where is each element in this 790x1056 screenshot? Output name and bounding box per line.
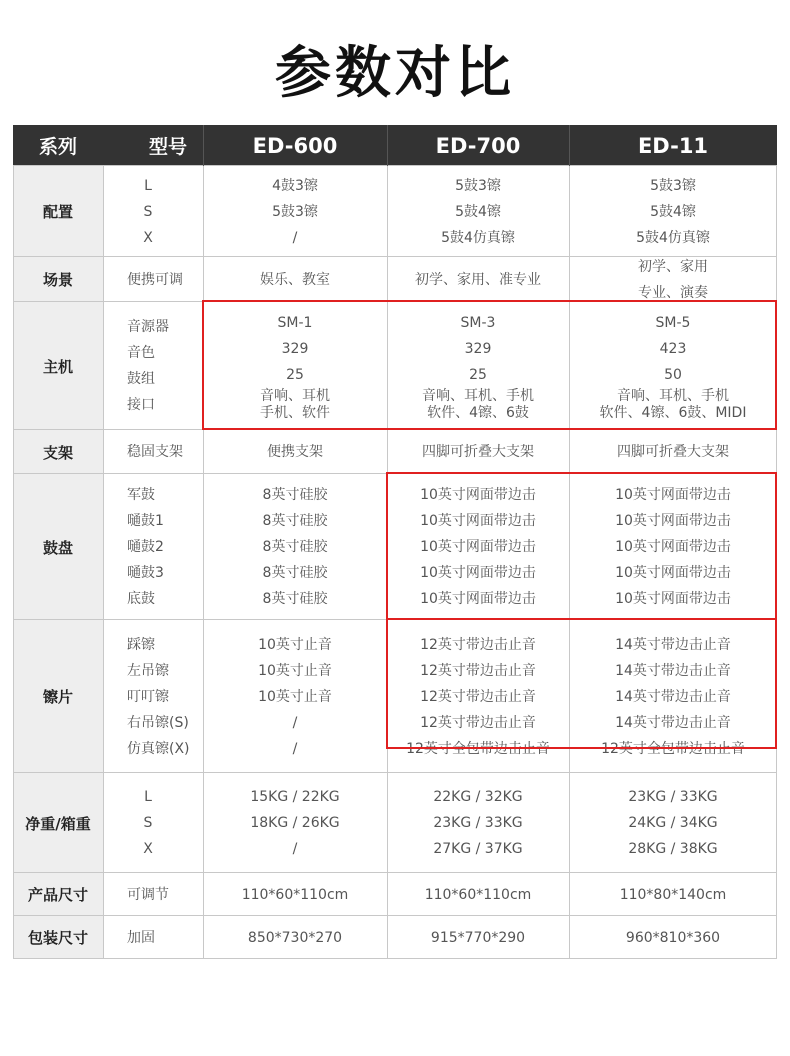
value-cell-ed700-col bbox=[387, 430, 569, 474]
cell-text: 5鼓4镲 bbox=[455, 203, 501, 220]
cell-text: 接口 bbox=[127, 397, 155, 413]
value-cell-ed700-col bbox=[387, 773, 569, 873]
cell-text: 23KG / 33KG bbox=[628, 789, 718, 805]
cell-text: / bbox=[292, 229, 298, 246]
row-divider bbox=[13, 915, 777, 916]
category-cell: 鼓盘 bbox=[13, 474, 103, 620]
cell-text: 12英寸带边击止音 bbox=[420, 714, 536, 731]
value-cell-ed700-col bbox=[387, 620, 569, 773]
cell-text: 10英寸网面带边击 bbox=[420, 487, 536, 503]
value-cell-ed11-col bbox=[569, 916, 777, 959]
cell-text: 鼓组 bbox=[127, 371, 155, 387]
cell-text: 24KG / 34KG bbox=[628, 815, 718, 831]
cell-text: 加固 bbox=[127, 929, 155, 946]
category-cell: 净重/箱重 bbox=[13, 773, 103, 873]
cell-text: 音色 bbox=[127, 345, 155, 361]
row-divider bbox=[13, 872, 777, 873]
cell-text: 329 bbox=[281, 341, 309, 357]
column-divider bbox=[203, 166, 204, 959]
category-cell: 包装尺寸 bbox=[13, 916, 103, 959]
value-cell-ed600-col bbox=[203, 620, 387, 773]
cell-text: 音响、耳机 bbox=[260, 388, 330, 404]
row-divider bbox=[13, 772, 777, 773]
cell-text: 4鼓3镲 bbox=[272, 177, 318, 194]
cell-text: 329 bbox=[464, 341, 492, 357]
cell-text: 12英寸全包带边击止音 bbox=[601, 740, 745, 757]
cell-text: 便携可调 bbox=[127, 271, 183, 288]
cell-text: 10英寸网面带边击 bbox=[615, 513, 731, 529]
cell-text: 12英寸带边击止音 bbox=[420, 688, 536, 705]
cell-text: 14英寸带边击止音 bbox=[615, 662, 731, 679]
header-divider bbox=[203, 125, 204, 166]
category-cell: 场景 bbox=[13, 257, 103, 302]
cell-text: X bbox=[143, 229, 153, 246]
cell-text: 25 bbox=[469, 367, 487, 383]
cell-text: 14英寸带边击止音 bbox=[615, 714, 731, 731]
value-cell-ed700-col bbox=[387, 166, 569, 257]
cell-text: S bbox=[143, 203, 153, 220]
cell-text: 嗵鼓3 bbox=[127, 565, 164, 581]
cell-text: 23KG / 33KG bbox=[433, 815, 523, 831]
value-cell-ed700-col bbox=[387, 873, 569, 916]
cell-text: 12英寸全包带边击止音 bbox=[406, 740, 550, 757]
header-ed600-col: ED-600 bbox=[203, 125, 387, 166]
value-cell-ed600-col bbox=[203, 474, 387, 620]
value-cell-ed11-col bbox=[569, 302, 777, 430]
column-divider bbox=[569, 166, 570, 959]
cell-text: 5鼓3镲 bbox=[272, 203, 318, 220]
cell-text: 850*730*270 bbox=[247, 929, 343, 946]
cell-text: 踩镲 bbox=[127, 636, 155, 653]
spec-label-cell bbox=[103, 916, 203, 959]
cell-text: 10英寸网面带边击 bbox=[420, 539, 536, 555]
cell-text: 左吊镲 bbox=[127, 662, 169, 679]
cell-text: 软件、4镲、6鼓、MIDI bbox=[599, 405, 747, 421]
spec-label-cell bbox=[103, 620, 203, 773]
cell-text: 5鼓4仿真镲 bbox=[441, 229, 515, 246]
cell-text: SM-3 bbox=[460, 315, 496, 331]
cell-text: 四脚可折叠大支架 bbox=[617, 444, 729, 460]
cell-text: 初学、家用 bbox=[638, 258, 708, 275]
value-cell-ed700-col bbox=[387, 302, 569, 430]
cell-text: 手机、软件 bbox=[260, 405, 330, 421]
row-divider bbox=[13, 958, 777, 959]
value-cell-ed600-col bbox=[203, 166, 387, 257]
cell-text: 110*60*110cm bbox=[424, 886, 532, 903]
column-divider bbox=[13, 166, 14, 959]
value-cell-ed600-col bbox=[203, 302, 387, 430]
value-cell-ed11-col bbox=[569, 430, 777, 474]
cell-text: 10英寸网面带边击 bbox=[615, 565, 731, 581]
cell-text: 14英寸带边击止音 bbox=[615, 636, 731, 653]
cell-text: 10英寸网面带边击 bbox=[615, 487, 731, 503]
value-cell-ed600-col bbox=[203, 257, 387, 302]
cell-text: 仿真镲(X) bbox=[127, 740, 190, 757]
cell-text: L bbox=[144, 177, 152, 194]
cell-text: 底鼓 bbox=[127, 591, 155, 607]
spec-label-cell bbox=[103, 474, 203, 620]
cell-text: 18KG / 26KG bbox=[250, 815, 340, 831]
header-ed11-col: ED-11 bbox=[569, 125, 777, 166]
spec-label-cell bbox=[103, 166, 203, 257]
cell-text: L bbox=[144, 789, 152, 805]
cell-text: SM-1 bbox=[277, 315, 313, 331]
cell-text: 稳固支架 bbox=[127, 444, 183, 460]
cell-text: 10英寸网面带边击 bbox=[420, 565, 536, 581]
spec-label-cell bbox=[103, 430, 203, 474]
cell-text: 25 bbox=[286, 367, 304, 383]
cell-text: 软件、4镲、6鼓 bbox=[427, 405, 529, 421]
cell-text: 嗵鼓2 bbox=[127, 539, 164, 555]
cell-text: 便携支架 bbox=[267, 444, 323, 460]
cell-text: 50 bbox=[664, 367, 682, 383]
cell-text: 5鼓3镲 bbox=[650, 177, 696, 194]
cell-text: 音响、耳机、手机 bbox=[617, 388, 729, 404]
cell-text: 娱乐、教室 bbox=[260, 271, 330, 288]
cell-text: 初学、家用、准专业 bbox=[415, 271, 541, 288]
column-divider bbox=[776, 166, 777, 959]
cell-text: 8英寸硅胶 bbox=[262, 539, 328, 555]
cell-text: SM-5 bbox=[655, 315, 691, 331]
cell-text: 10英寸止音 bbox=[258, 688, 332, 705]
header-ed700-col: ED-700 bbox=[387, 125, 569, 166]
cell-text: 5鼓3镲 bbox=[455, 177, 501, 194]
comparison-table bbox=[13, 125, 777, 959]
cell-text: 音响、耳机、手机 bbox=[422, 388, 534, 404]
category-cell: 支架 bbox=[13, 430, 103, 474]
cell-text: 右吊镲(S) bbox=[127, 714, 189, 731]
cell-text: S bbox=[143, 815, 153, 831]
cell-text: 5鼓4仿真镲 bbox=[636, 229, 710, 246]
value-cell-ed600-col bbox=[203, 916, 387, 959]
cell-text: 军鼓 bbox=[127, 487, 155, 503]
cell-text: 10英寸网面带边击 bbox=[615, 539, 731, 555]
value-cell-ed11-col bbox=[569, 474, 777, 620]
cell-text: 915*770*290 bbox=[430, 929, 526, 946]
value-cell-ed700-col bbox=[387, 474, 569, 620]
cell-text: 8英寸硅胶 bbox=[262, 565, 328, 581]
cell-text: 12英寸带边击止音 bbox=[420, 636, 536, 653]
column-divider bbox=[387, 166, 388, 959]
cell-text: 27KG / 37KG bbox=[433, 841, 523, 857]
cell-text: 110*80*140cm bbox=[619, 886, 727, 903]
cell-text: / bbox=[292, 841, 298, 857]
category-cell: 主机 bbox=[13, 302, 103, 430]
value-cell-ed11-col bbox=[569, 773, 777, 873]
cell-text: 15KG / 22KG bbox=[250, 789, 340, 805]
cell-text: 10英寸网面带边击 bbox=[615, 591, 731, 607]
cell-text: 嗵鼓1 bbox=[127, 513, 164, 529]
value-cell-ed700-col bbox=[387, 916, 569, 959]
cell-text: 14英寸带边击止音 bbox=[615, 688, 731, 705]
value-cell-ed600-col bbox=[203, 873, 387, 916]
category-cell: 产品尺寸 bbox=[13, 873, 103, 916]
cell-text: 110*60*110cm bbox=[241, 886, 349, 903]
category-cell: 镲片 bbox=[13, 620, 103, 773]
page-title: 参数对比 bbox=[275, 41, 515, 106]
cell-text: 10英寸止音 bbox=[258, 662, 332, 679]
spec-label-cell bbox=[103, 773, 203, 873]
column-divider bbox=[103, 166, 104, 959]
cell-text: 22KG / 32KG bbox=[433, 789, 523, 805]
value-cell-ed600-col bbox=[203, 773, 387, 873]
cell-text: 专业、演奏 bbox=[638, 284, 708, 301]
value-cell-ed11-col bbox=[569, 873, 777, 916]
cell-text: 8英寸硅胶 bbox=[262, 591, 328, 607]
spec-label-cell bbox=[103, 873, 203, 916]
row-divider bbox=[13, 473, 777, 474]
spec-label-cell bbox=[103, 302, 203, 430]
cell-text: 8英寸硅胶 bbox=[262, 487, 328, 503]
value-cell-ed11-col bbox=[569, 257, 777, 302]
value-cell-ed600-col bbox=[203, 430, 387, 474]
cell-text: 8英寸硅胶 bbox=[262, 513, 328, 529]
category-cell: 配置 bbox=[13, 166, 103, 257]
row-divider bbox=[13, 619, 777, 620]
row-divider bbox=[13, 165, 777, 166]
header-divider bbox=[569, 125, 570, 166]
value-cell-ed11-col bbox=[569, 166, 777, 257]
cell-text: 四脚可折叠大支架 bbox=[422, 444, 534, 460]
header-series-col: 系列 bbox=[13, 125, 103, 166]
cell-text: 音源器 bbox=[127, 319, 169, 335]
row-divider bbox=[13, 429, 777, 430]
row-divider bbox=[13, 301, 777, 302]
cell-text: X bbox=[143, 841, 153, 857]
row-divider bbox=[13, 256, 777, 257]
spec-label-cell bbox=[103, 257, 203, 302]
cell-text: / bbox=[292, 714, 298, 731]
value-cell-ed700-col bbox=[387, 257, 569, 302]
cell-text: / bbox=[292, 740, 298, 757]
cell-text: 可调节 bbox=[127, 886, 169, 903]
value-cell-ed11-col bbox=[569, 620, 777, 773]
cell-text: 叮叮镲 bbox=[127, 688, 169, 705]
cell-text: 10英寸止音 bbox=[258, 636, 332, 653]
cell-text: 10英寸网面带边击 bbox=[420, 513, 536, 529]
header-model-col: 型号 bbox=[103, 125, 203, 166]
cell-text: 5鼓4镲 bbox=[650, 203, 696, 220]
cell-text: 10英寸网面带边击 bbox=[420, 591, 536, 607]
cell-text: 423 bbox=[659, 341, 687, 357]
header-divider bbox=[387, 125, 388, 166]
cell-text: 960*810*360 bbox=[625, 929, 721, 946]
cell-text: 12英寸带边击止音 bbox=[420, 662, 536, 679]
cell-text: 28KG / 38KG bbox=[628, 841, 718, 857]
